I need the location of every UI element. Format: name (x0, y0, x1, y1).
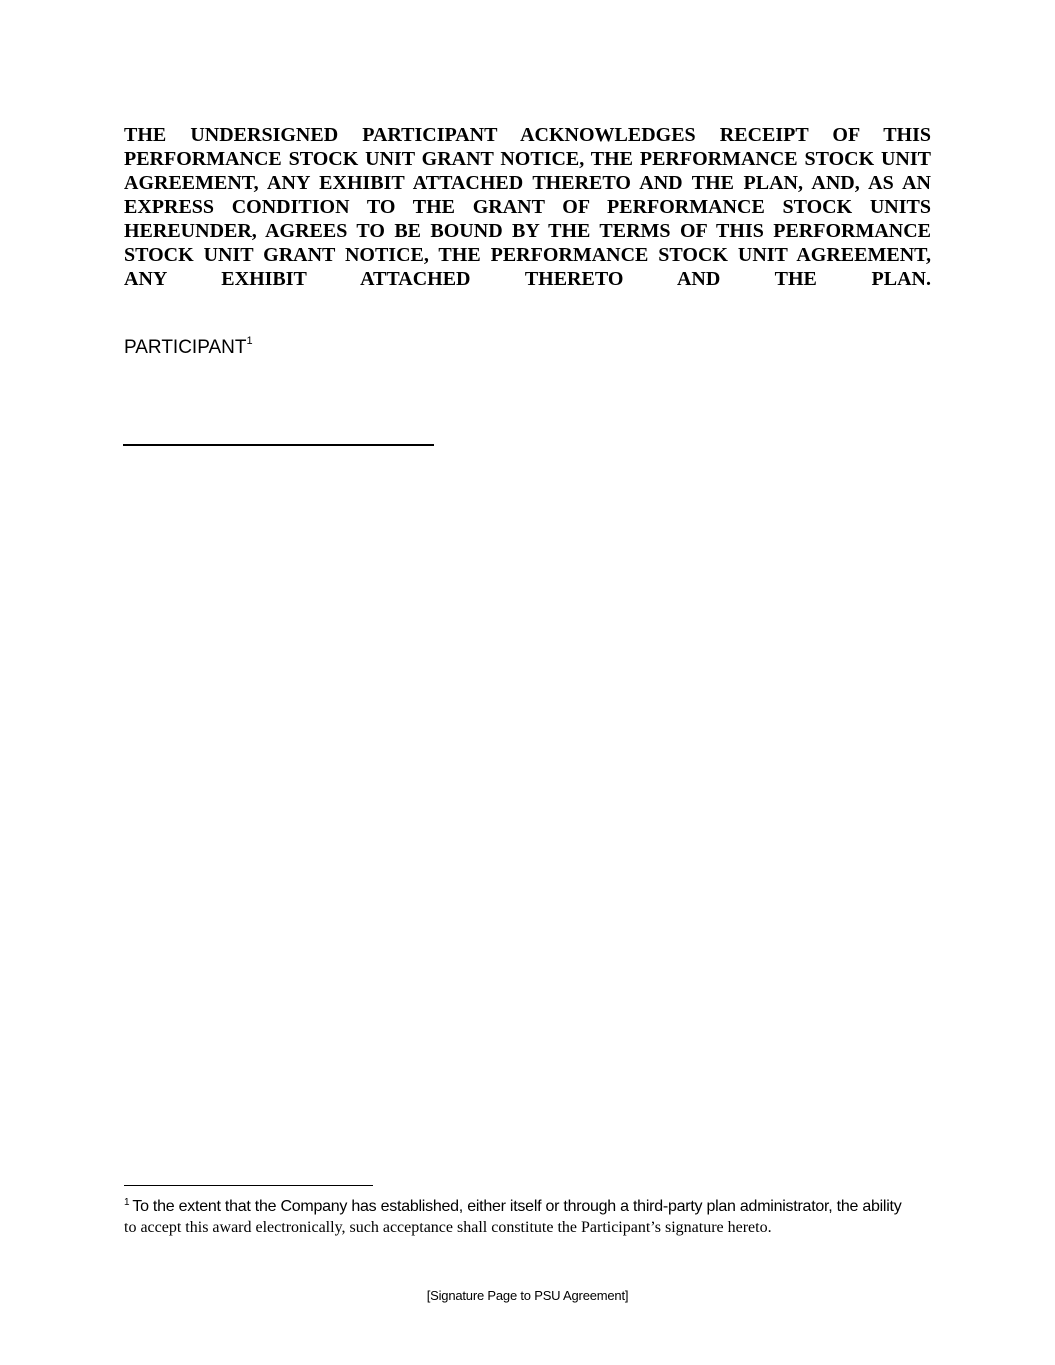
footnote-separator (124, 1185, 373, 1186)
acknowledgment-paragraph: THE UNDERSIGNED PARTICIPANT ACKNOWLEDGES RECEIPT OF THIS PERFORMANCE STOCK UNIT GRANT NOTICE, THE PERFORMANCE STOCK UNIT AGREEMENT, ANY EXHIBIT ATTACHED THERETO AND THE PLAN, AND, AS AN EXPRESS CONDITION TO THE GRANT OF PERFORMANCE STOCK UNITS HEREUNDER, AGREES TO BE BOUND BY THE TERMS OF THIS PERFORMANCE STOCK UNIT GRANT NOTICE, THE PERFORMANCE STOCK UNIT AGREEMENT, ANY EXHIBIT ATTACHED THERETO AND THE PLAN. (124, 124, 931, 290)
page-footer: [Signature Page to PSU Agreement] (426, 1288, 629, 1303)
footnote-reference: 1 (246, 335, 253, 347)
participant-signature-label (124, 336, 253, 360)
footnote-line-1-text: To the extent that the Company has established, either itself or through a third-party plan administrator, the ability (132, 1198, 902, 1215)
footnote-marker: 1 (124, 1197, 130, 1208)
footnote-line-1 (124, 1196, 934, 1217)
participant-label-text: PARTICIPANT (124, 337, 247, 358)
footnote (124, 1196, 934, 1238)
footnote-line-2: to accept this award electronically, such acceptance shall constitute the Participant’s signature hereto. (124, 1219, 772, 1236)
signature-line (123, 444, 434, 446)
